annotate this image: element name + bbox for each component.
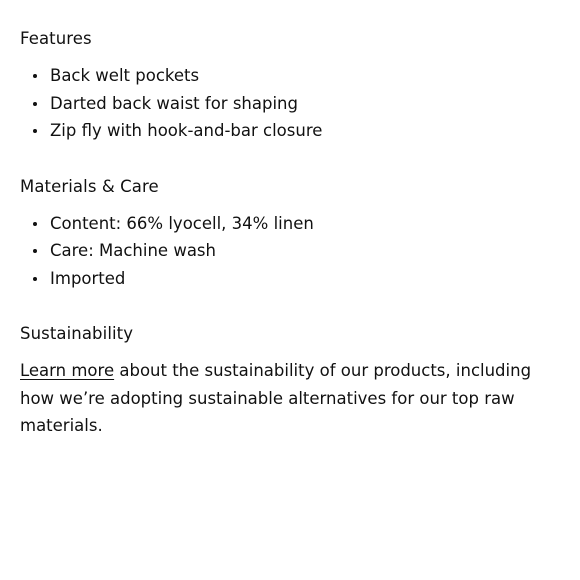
list-item (20, 210, 560, 238)
bullet-dot-icon (33, 74, 37, 78)
materials-care-heading: Materials & Care (20, 176, 159, 196)
list-item (20, 237, 560, 265)
features-section (20, 27, 560, 145)
feature-text: Darted back waist for shaping (50, 93, 298, 113)
materials-care-section (20, 175, 560, 293)
list-item (20, 117, 560, 145)
list-item (20, 62, 560, 90)
material-text: Content: 66% lyocell, 34% linen (50, 213, 314, 233)
sustainability-paragraph (20, 357, 560, 440)
sustainability-section (20, 322, 560, 440)
bullet-dot-icon (33, 277, 37, 281)
feature-text: Zip fly with hook-and-bar closure (50, 121, 323, 140)
learn-more-link[interactable]: Learn more (20, 361, 115, 380)
material-text: Imported (50, 268, 126, 288)
list-item (20, 90, 560, 118)
bullet-dot-icon (33, 249, 37, 253)
bullet-dot-icon (33, 129, 37, 133)
bullet-dot-icon (33, 222, 37, 226)
bullet-dot-icon (33, 102, 37, 106)
sustainability-heading: Sustainability (20, 324, 134, 343)
features-list (20, 62, 560, 145)
material-text: Care: Machine wash (50, 241, 216, 260)
feature-text: Back welt pockets (50, 66, 200, 85)
materials-list (20, 210, 560, 293)
sustainability-body: about the sustainability of our products, including how we’re adopting sustainable alternatives for our top raw materials. (20, 361, 532, 435)
list-item (20, 265, 560, 293)
features-heading: Features (20, 29, 92, 48)
